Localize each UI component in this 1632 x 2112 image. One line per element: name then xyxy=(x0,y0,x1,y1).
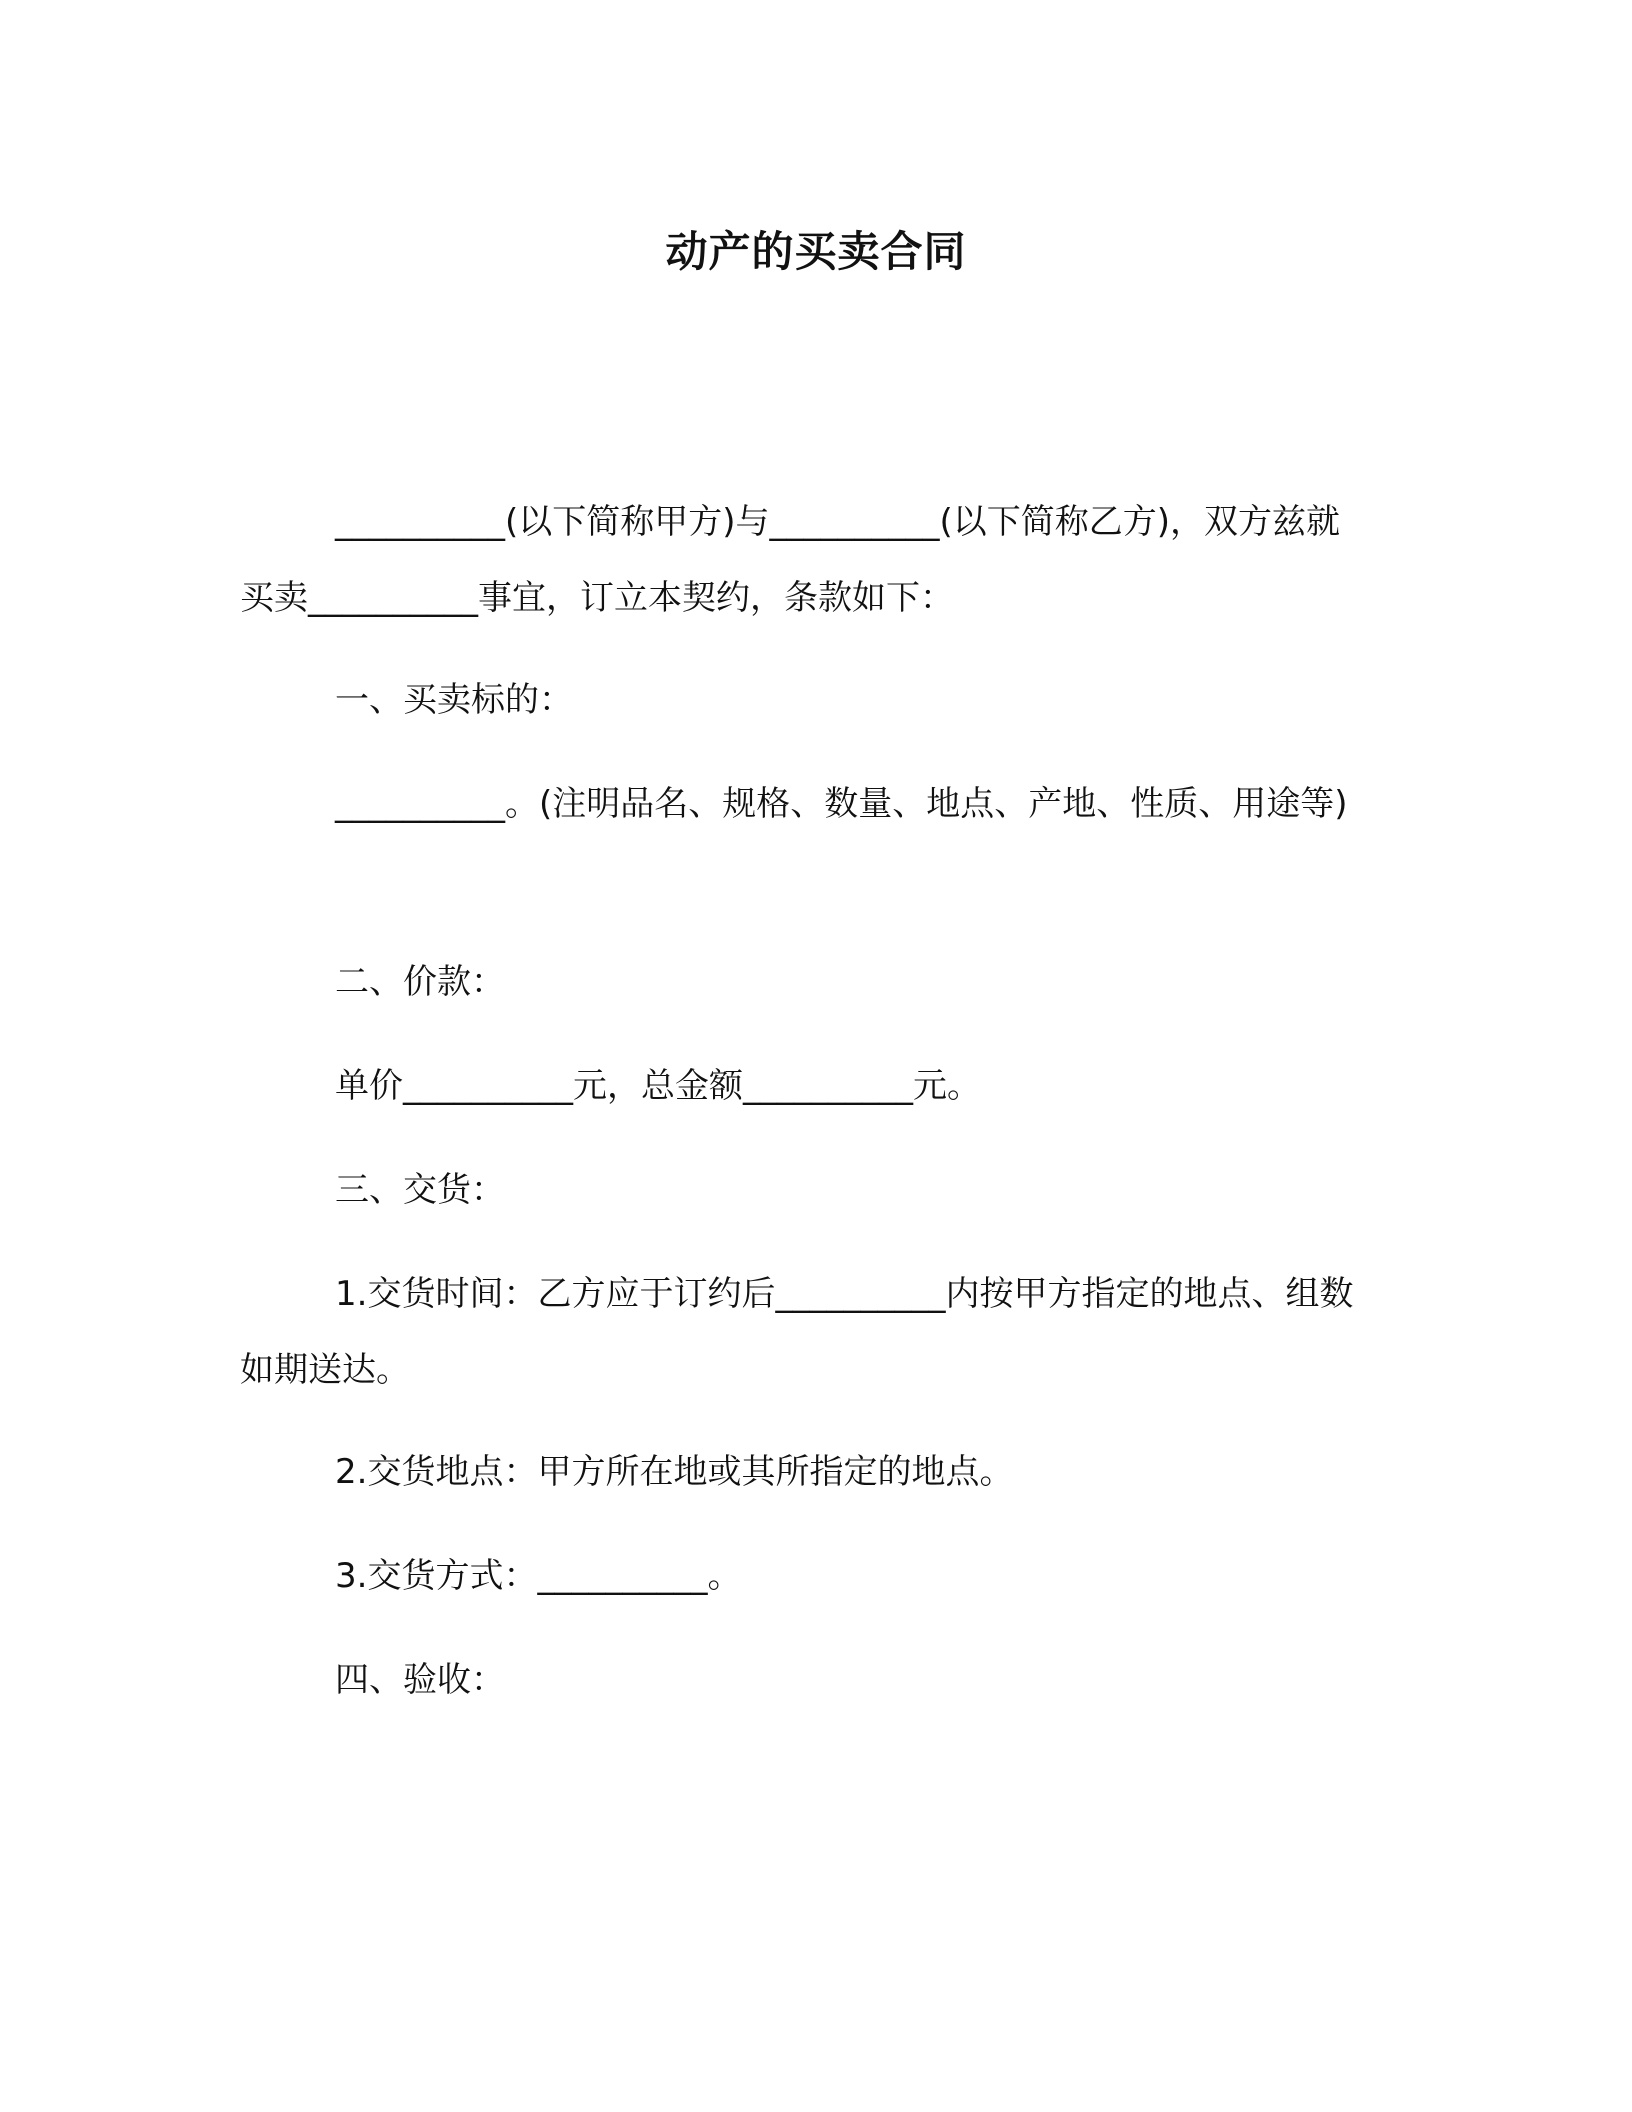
subject-paragraph: __________。(注明品名、规格、数量、地点、产地、性质、用途等) xyxy=(335,784,1348,824)
section-heading-acceptance: 四、验收： xyxy=(335,1660,505,1700)
intro-paragraph: __________(以下简称甲方)与__________(以下简称乙方)，双方兹就买卖__________事宜，订立本契约，条款如下： xyxy=(240,502,1341,618)
delivery-method-paragraph: 3.交货方式：__________。 xyxy=(335,1556,742,1596)
section-heading-price: 二、价款： xyxy=(335,962,505,1002)
section-heading-subject: 一、买卖标的： xyxy=(335,680,573,720)
price-paragraph: 单价__________元，总金额__________元。 xyxy=(335,1066,981,1106)
delivery-place-paragraph: 2.交货地点：甲方所在地或其所指定的地点。 xyxy=(335,1452,1014,1492)
section-heading-delivery: 三、交货： xyxy=(335,1170,505,1210)
delivery-time-paragraph: 1.交货时间：乙方应于订约后__________内按甲方指定的地点、组数如期送达。 xyxy=(240,1274,1354,1390)
document-title: 动产的买卖合同 xyxy=(665,227,967,276)
